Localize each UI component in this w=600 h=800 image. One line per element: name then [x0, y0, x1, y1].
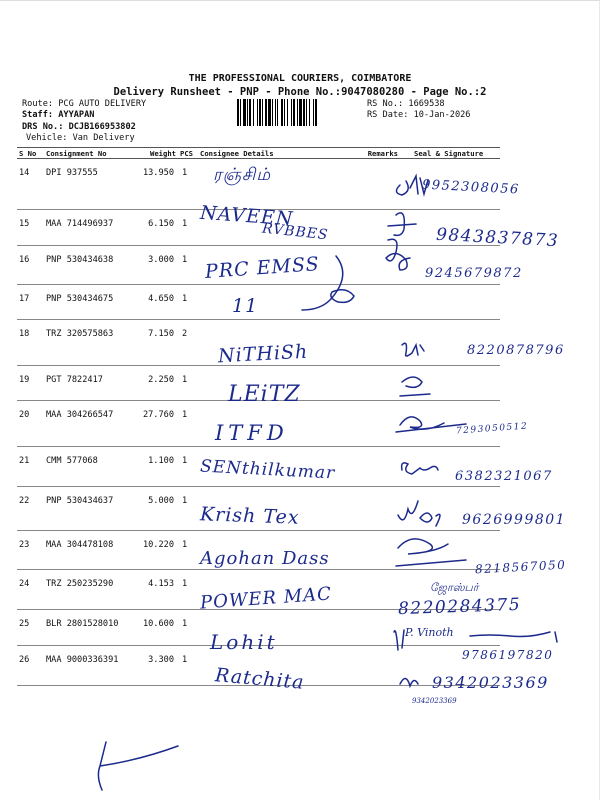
route-label: Route: PCG AUTO DELIVERY	[22, 99, 147, 109]
signature-stroke	[402, 463, 438, 474]
cell-pcs: 1	[178, 401, 198, 447]
cell-weight: 1.100	[128, 447, 178, 487]
stroke-circle	[331, 290, 354, 303]
cell-weight: 27.760	[128, 401, 178, 447]
cell-weight: 10.600	[128, 610, 178, 646]
consignee-handwriting: SENthilkumar	[199, 456, 336, 484]
consignee-handwriting: 11	[232, 295, 259, 317]
cell-sno: 25	[17, 610, 44, 646]
consignee-handwriting: Agohan Dass	[200, 548, 330, 569]
cell-sno: 21	[17, 447, 44, 487]
cell-consignment: MAA 9000336391	[44, 646, 128, 686]
cell-consignment: PGT 7822417	[44, 366, 128, 401]
signature-stroke	[400, 678, 418, 686]
col-signature: Seal & Signature	[400, 148, 500, 159]
handwritten-phone: 9786197820	[462, 648, 554, 662]
handwritten-phone: 8220284375	[397, 594, 522, 620]
col-weight: Weight	[128, 148, 178, 159]
cell-sno: 18	[17, 320, 44, 366]
cell-consignment: MAA 304266547	[44, 401, 128, 447]
cell-pcs: 1	[178, 531, 198, 570]
runsheet-heading: Delivery Runsheet - PNP - Phone No.:9047080280 - Page No.:2	[113, 86, 487, 98]
consignee-handwriting: Ratchita	[214, 664, 306, 694]
cell-pcs: 1	[178, 487, 198, 531]
cell-sno: 17	[17, 285, 44, 320]
signature-stroke	[400, 377, 430, 396]
company-title: THE PROFESSIONAL COURIERS, COIMBATORE	[188, 73, 412, 84]
consignee-handwriting: NAVEEN	[199, 201, 295, 231]
handwritten-phone: 6382321067	[455, 469, 553, 484]
cell-sno: 19	[17, 366, 44, 401]
signature-stroke	[396, 417, 466, 432]
cell-weight: 13.950	[128, 159, 178, 210]
handwritten-phone: 9843837873	[435, 224, 560, 252]
cell-pcs: 1	[178, 285, 198, 320]
col-pcs: PCS	[178, 148, 198, 159]
consignee-handwriting: NiTHiSh	[217, 340, 309, 368]
cell-sno: 22	[17, 487, 44, 531]
cell-consignment: PNP 530434637	[44, 487, 128, 531]
cell-consignment: MAA 304478108	[44, 531, 128, 570]
cell-weight: 7.150	[128, 320, 178, 366]
handwritten-phone: 9245679872	[425, 266, 523, 281]
drs-number: DRS No.: DCJB166953802	[22, 122, 136, 132]
handwritten-phone: 8218567050	[474, 557, 567, 577]
cell-weight: 4.153	[128, 570, 178, 610]
handwritten-phone: 9626999801	[462, 512, 567, 528]
rs-date: RS Date: 10-Jan-2026	[367, 110, 471, 120]
consignee-handwriting: PRC EMSS	[204, 253, 321, 283]
cell-consignment: CMM 577068	[44, 447, 128, 487]
cell-pcs: 1	[178, 366, 198, 401]
cell-consignment: PNP 530434675	[44, 285, 128, 320]
cell-sno: 15	[17, 210, 44, 246]
cell-pcs: 1	[178, 159, 198, 210]
rs-number: RS No.: 1669538	[367, 99, 445, 109]
consignee-handwriting: Krish Tex	[199, 503, 300, 529]
signature-stroke	[394, 630, 557, 650]
cell-sno: 26	[17, 646, 44, 686]
handwritten-note: 9342023369	[412, 697, 457, 705]
cell-consignment: PNP 530434638	[44, 246, 128, 285]
signature-stroke	[388, 213, 416, 236]
handwritten-phone: 8220878796	[467, 343, 565, 358]
consignee-handwriting: RVBBES	[261, 220, 330, 244]
cell-weight: 3.000	[128, 246, 178, 285]
vehicle-label: Vehicle: Van Delivery	[26, 133, 135, 143]
staff-label: Staff: AYYAPAN	[22, 110, 95, 120]
handwritten-phone: 7293050512	[455, 421, 529, 437]
cell-consignment: TRZ 250235290	[44, 570, 128, 610]
cell-sno: 20	[17, 401, 44, 447]
cell-sno: 24	[17, 570, 44, 610]
cell-weight: 6.150	[128, 210, 178, 246]
signature-stroke	[396, 176, 428, 195]
handwritten-phone: 9952308056	[421, 177, 521, 198]
signature-stroke	[396, 539, 466, 566]
handwritten-note: P. Vinoth	[405, 626, 454, 639]
col-sno: S No	[17, 148, 44, 159]
cell-pcs: 1	[178, 210, 198, 246]
consignee-handwriting: Lohit	[210, 630, 278, 654]
cell-pcs: 1	[178, 447, 198, 487]
col-consignment: Consignment No	[44, 148, 128, 159]
consignee-handwriting: ITFD	[215, 421, 289, 445]
cell-consignment: TRZ 320575863	[44, 320, 128, 366]
handwritten-phone: 9342023369	[432, 673, 549, 692]
cell-weight: 10.220	[128, 531, 178, 570]
cell-weight: 2.250	[128, 366, 178, 401]
cell-pcs: 1	[178, 246, 198, 285]
col-remarks: Remarks	[348, 148, 400, 159]
cell-pcs: 1	[178, 646, 198, 686]
cell-weight: 4.650	[128, 285, 178, 320]
signature-stroke	[402, 343, 424, 356]
cell-sno: 14	[17, 159, 44, 210]
cell-weight: 3.300	[128, 646, 178, 686]
cell-pcs: 2	[178, 320, 198, 366]
signature-stroke	[398, 501, 440, 526]
signature-stroke	[386, 239, 410, 270]
cell-sno: 16	[17, 246, 44, 285]
cell-consignment: BLR 2801528010	[44, 610, 128, 646]
corner-stroke	[98, 742, 178, 790]
cell-sno: 23	[17, 531, 44, 570]
handwritten-note: ஜோஸ்பர்	[430, 581, 479, 594]
consignee-handwriting: ரஞ்சிம்	[213, 165, 272, 185]
consignee-handwriting: POWER MAC	[199, 583, 333, 614]
cell-pcs: 1	[178, 610, 198, 646]
cell-pcs: 1	[178, 570, 198, 610]
consignee-handwriting: LEiTZ	[228, 382, 301, 407]
cell-consignment: DPI 937555	[44, 159, 128, 210]
cell-weight: 5.000	[128, 487, 178, 531]
cell-consignment: MAA 714496937	[44, 210, 128, 246]
col-consignee: Consignee Details	[198, 148, 348, 159]
